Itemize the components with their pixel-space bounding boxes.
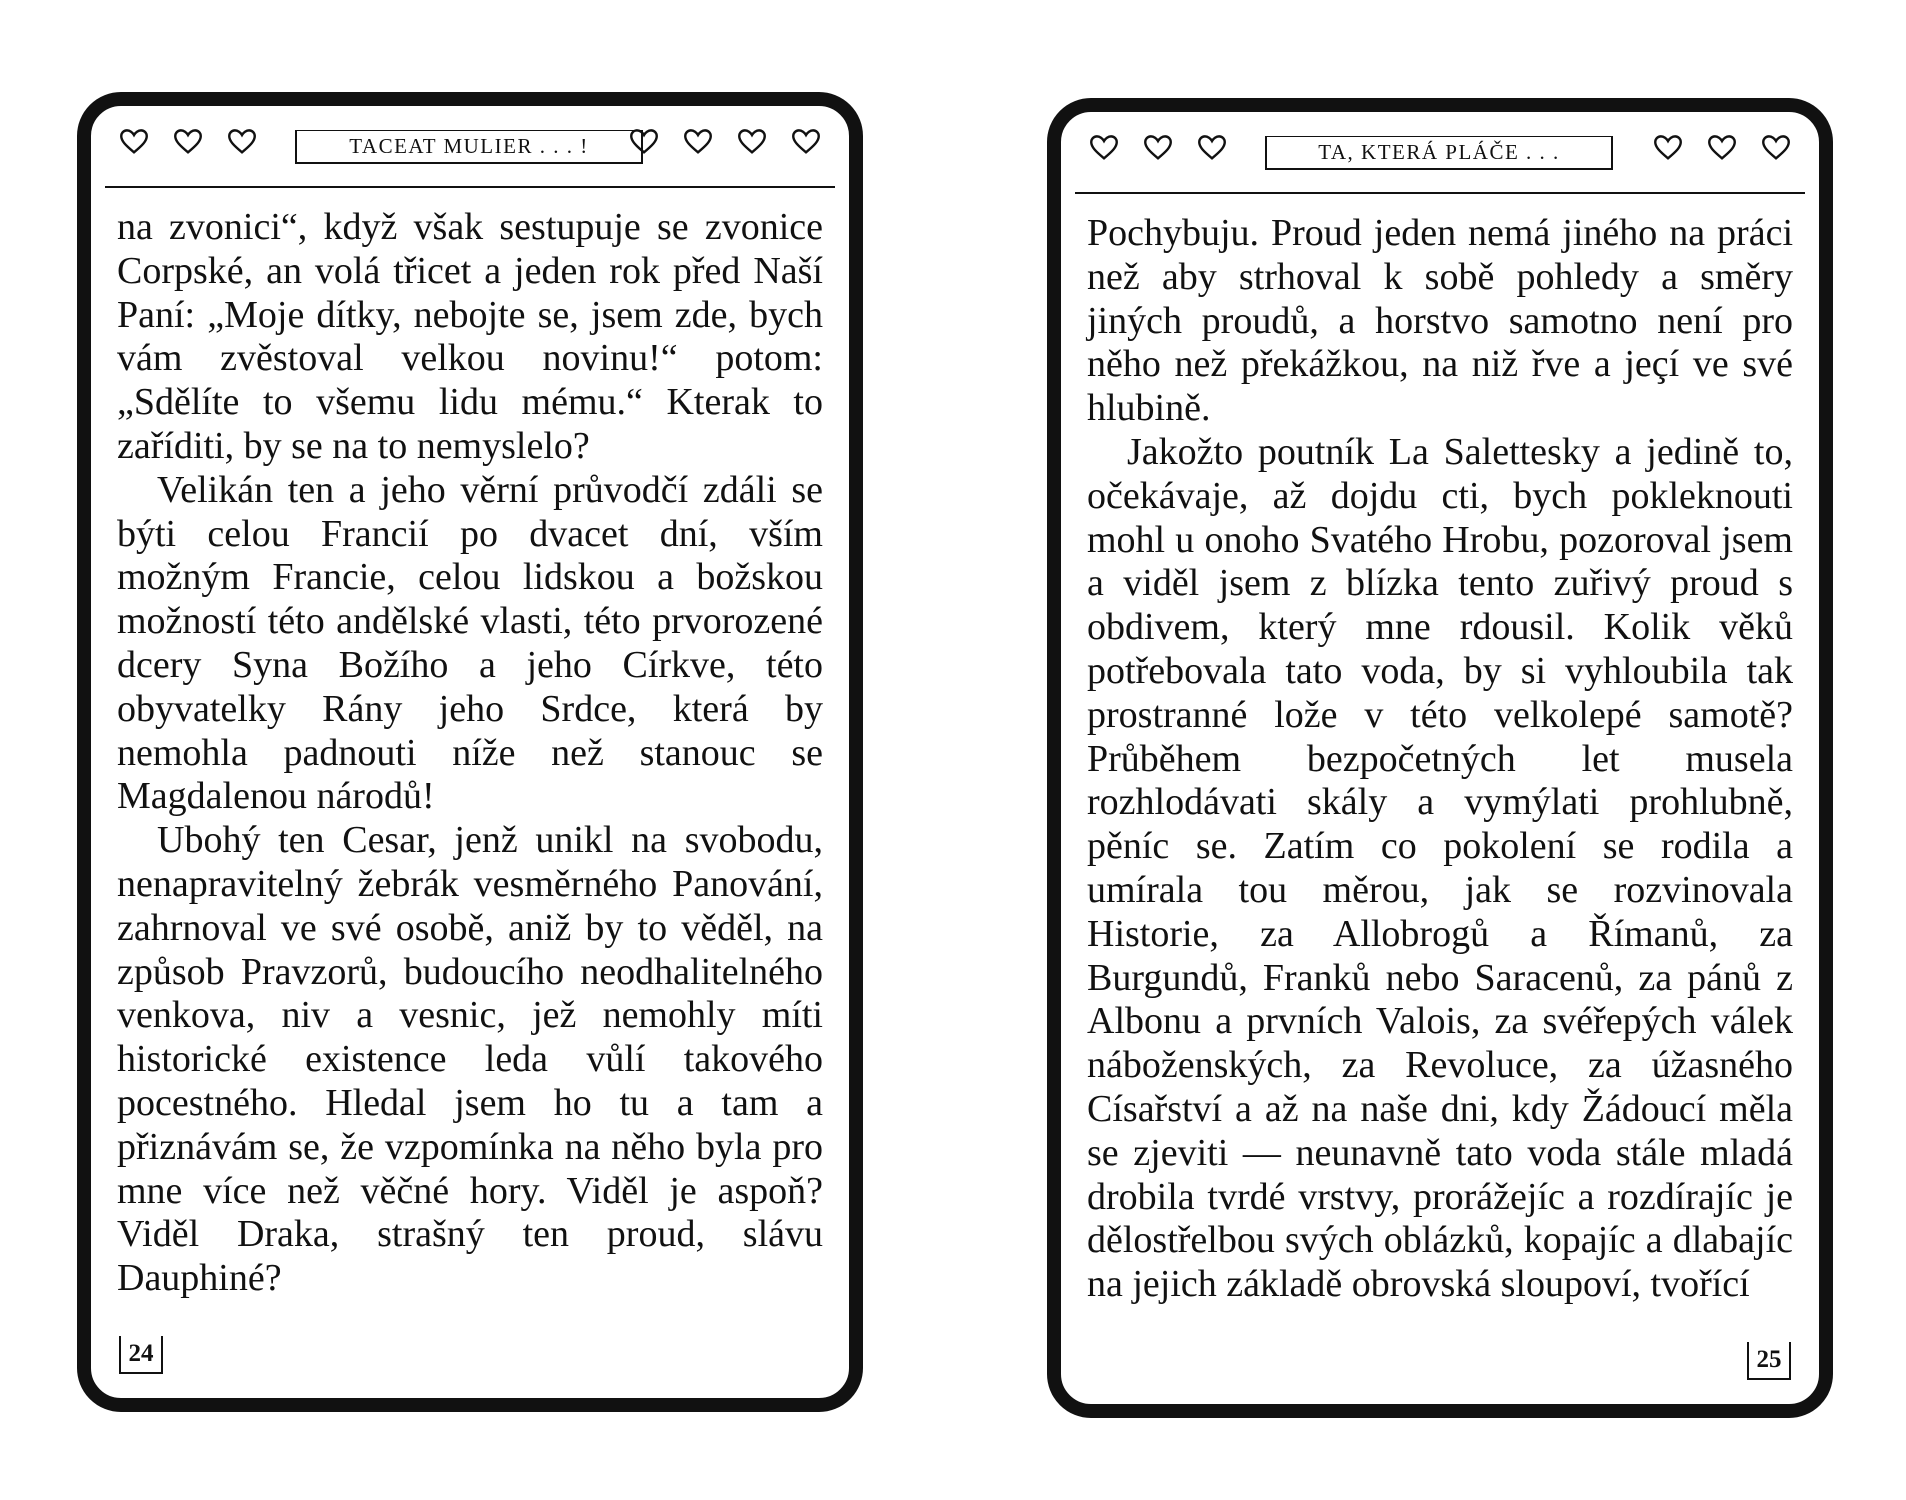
heart-ornaments-left — [1087, 130, 1229, 164]
page-number: 24 — [119, 1336, 163, 1374]
heart-ornaments-right — [627, 124, 823, 158]
heart-outline-icon — [117, 124, 151, 158]
heart-outline-icon — [1195, 130, 1229, 164]
heart-outline-icon — [1141, 130, 1175, 164]
heart-ornaments-right — [1651, 130, 1793, 164]
heart-outline-icon — [627, 124, 661, 158]
heart-outline-icon — [681, 124, 715, 158]
page-header — [1061, 112, 1819, 192]
heart-ornaments-left — [117, 124, 259, 158]
page-number: 25 — [1747, 1342, 1791, 1380]
paragraph: Jakožto poutník La Salettesky a jedině to, očekávaje, až dojdu cti, bych pokleknouti mohl u onoho Svatého Hrobu, pozoroval jsem a viděl jsem z blízka tento zuřivý proud s obdivem, který mne rdousil. Kolik věků potřebovala tato voda, by si vyhloubila tak prostranné lože v této velkolepé samotě? Průběhem bezpočetných let musela rozhlodávati skály a vymýlati prohlubně, pěníc se. Zatím co pokolení se rodila a umírala tou měrou, jak se rozvinovala Historie, za Allobrogů a Římanů, za Burgundů, Franků nebo Saracenů, za pánů z Albonu a prvních Valois, za svéřepých válek náboženských, za Revoluce, za úžasného Císařství a až na naše dni, kdy Žádoucí měla se zjeviti — neunavně tato voda stále mladá drobila tvrdé vrstvy, prorážejíc a rozdírajíc je dělostřelbou svých oblázků, kopajíc a dlabajíc na jejich základě obrovská sloupoví, tvořící — [1087, 430, 1793, 1306]
heart-outline-icon — [1705, 130, 1739, 164]
heart-outline-icon — [225, 124, 259, 158]
heart-outline-icon — [1651, 130, 1685, 164]
heart-outline-icon — [1087, 130, 1121, 164]
page-header — [91, 106, 849, 186]
heart-outline-icon — [1759, 130, 1793, 164]
paragraph: na zvonici“, když však sestupuje se zvonice Corpské, an volá třicet a jeden rok před Naší Paní: „Moje dítky, nebojte se, jsem zde, bych vám zvěstoval velkou novinu!“ potom: „Sdělíte to všemu lidu mému.“ Kterak to zaříditi, by se na to nemyslelo? — [117, 206, 823, 467]
running-title: TA, KTERÁ PLÁČE . . . — [1265, 136, 1613, 170]
heart-outline-icon — [171, 124, 205, 158]
heart-outline-icon — [735, 124, 769, 158]
paragraph: Velikán ten a jeho věrní průvodčí zdáli se býti celou Francií po dvacet dní, vším možným Francie, celou lidskou a božskou možností této andělské vlasti, této prvorozené dcery Syna Božího a jeho Církve, této obyvatelky Rány jeho Srdce, která by nemohla padnouti níže než stanouc se Magdalenou národů! — [117, 468, 823, 818]
page-body-text — [1087, 212, 1793, 1307]
heart-outline-icon — [789, 124, 823, 158]
left-page — [77, 92, 863, 1412]
page-body-text — [117, 206, 823, 1301]
right-page — [1047, 98, 1833, 1418]
paragraph: Ubohý ten Cesar, jenž unikl na svobodu, nenapravitelný žebrák vesměrného Panování, zahrnoval ve své osobě, aniž by to věděl, na způsob Pravzorů, budoucího neodhalitelného venkova, niv a vesnic, jež nemohly míti historické existence leda vůlí takového pocestného. Hledal jsem ho tu a tam a přiznávám se, že vzpomínka na něho byla pro mne více než věčné hory. Viděl je aspoň? Viděl Draka, strašný ten proud, slávu Dauphiné? — [117, 819, 823, 1300]
paragraph: Pochybuju. Proud jeden nemá jiného na práci než aby strhoval k sobě pohledy a směry jiných proudů, a horstvo samotno není pro něho než překážkou, na niž řve a jeçí ve své hlubině. — [1087, 212, 1793, 430]
header-rule — [1075, 192, 1805, 194]
header-rule — [105, 186, 835, 188]
running-title: TACEAT MULIER . . . ! — [295, 130, 643, 164]
